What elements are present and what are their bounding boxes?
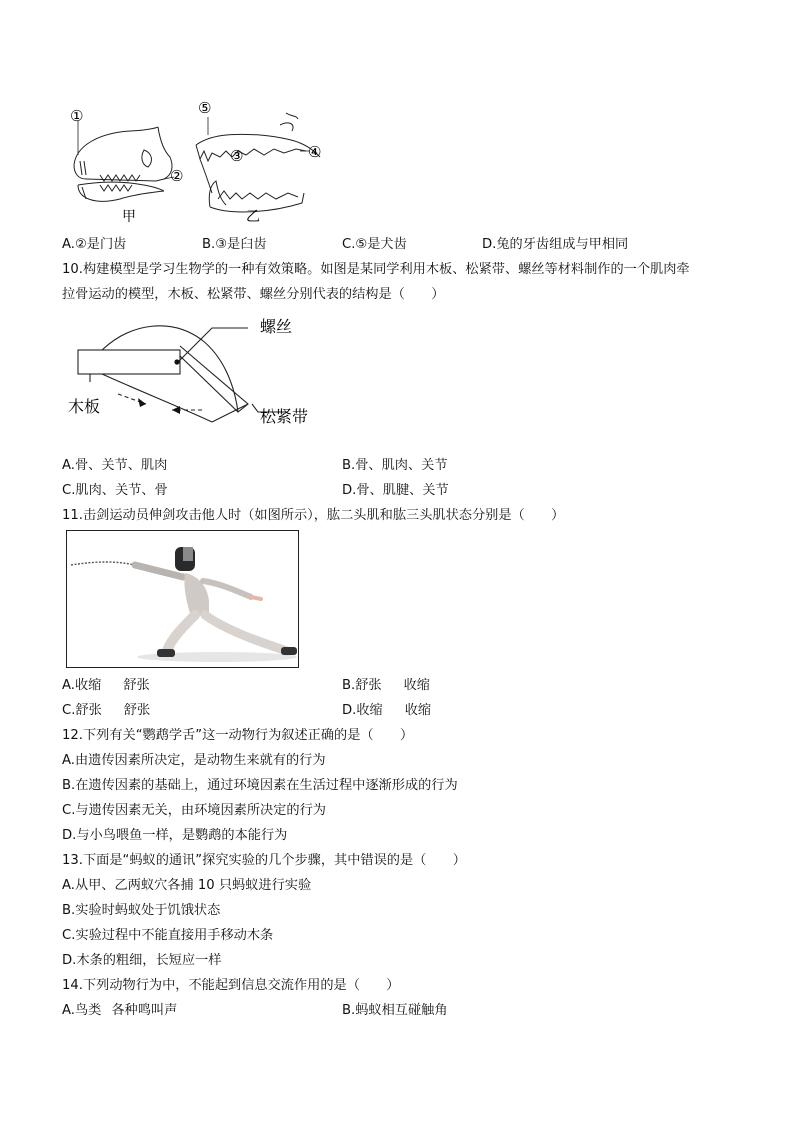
label-yi: 乙	[246, 209, 260, 225]
q10-option-c[interactable]: C.肌肉、关节、骨	[62, 483, 168, 498]
q12-option-d[interactable]: D.与小鸟喂鱼一样，是鹦鹉的本能行为	[62, 828, 288, 843]
label-4: ④	[308, 143, 322, 161]
q12-option-c[interactable]: C.与遗传因素无关，由环境因素所决定的行为	[62, 803, 326, 818]
q9-option-a[interactable]: A.②是门齿	[62, 237, 127, 252]
q9-option-b[interactable]: B.③是臼齿	[202, 237, 267, 252]
q11-stem: 11.击剑运动员伸剑攻击他人时（如图所示），肱二头肌和肱三头肌状态分别是（ ）	[62, 508, 565, 523]
label-1: ①	[70, 107, 84, 125]
q12-stem: 12.下列有关“鹦鹉学舌”这一动物行为叙述正确的是（ ）	[62, 728, 414, 743]
label-2: ②	[170, 167, 184, 185]
fencer-photo	[66, 530, 299, 668]
q9-option-c[interactable]: C.⑤是犬齿	[342, 237, 407, 252]
label-5: ⑤	[198, 99, 212, 117]
q12-option-a[interactable]: A.由遗传因素所决定，是动物生来就有的行为	[62, 753, 326, 768]
q13-option-a[interactable]: A.从甲、乙两蚁穴各捕 10 只蚂蚁进行实验	[62, 878, 312, 893]
q10-stem-line1: 10.构建模型是学习生物学的一种有效策略。如图是某同学利用木板、松紧带、螺丝等材料制作的一个肌肉牵	[62, 262, 690, 277]
q13-stem: 13.下面是“蚂蚁的通讯”探究实验的几个步骤，其中错误的是（ ）	[62, 853, 466, 868]
q13-option-c[interactable]: C.实验过程中不能直接用手移动木条	[62, 928, 274, 943]
q14-stem: 14.下列动物行为中，不能起到信息交流作用的是（ ）	[62, 978, 400, 993]
skull-jia-drawing	[74, 121, 174, 201]
q12-option-b[interactable]: B.在遗传因素的基础上，通过环境因素在生活过程中逐渐形成的行为	[62, 778, 458, 793]
q10-option-b[interactable]: B.骨、肌肉、关节	[342, 458, 448, 473]
label-jia: 甲	[122, 209, 136, 225]
q14-option-b[interactable]: B.蚂蚁相互碰触角	[342, 1003, 448, 1018]
skull-yi-drawing	[196, 113, 320, 212]
label-board: 木板	[68, 397, 101, 416]
q11-option-b[interactable]: B.舒张 收缩	[342, 678, 430, 693]
teeth-figure	[60, 95, 350, 230]
label-band: 松紧带	[260, 407, 309, 426]
q9-option-d[interactable]: D.兔的牙齿组成与甲相同	[482, 237, 629, 252]
screw-dot	[174, 359, 179, 364]
muscle-model-figure	[62, 312, 332, 452]
q13-option-d[interactable]: D.木条的粗细，长短应一样	[62, 953, 222, 968]
q13-option-b[interactable]: B.实验时蚂蚁处于饥饿状态	[62, 903, 221, 918]
label-screw: 螺丝	[260, 317, 293, 336]
q10-option-a[interactable]: A.骨、关节、肌肉	[62, 458, 168, 473]
q14-option-a[interactable]: A.鸟类 各种鸣叫声	[62, 1003, 178, 1018]
q11-option-a[interactable]: A.收缩 舒张	[62, 678, 150, 693]
fencer-illustration	[67, 531, 298, 667]
q11-option-d[interactable]: D.收缩 收缩	[342, 703, 432, 718]
label-3: ③	[230, 147, 244, 165]
q10-option-d[interactable]: D.骨、肌腱、关节	[342, 483, 449, 498]
q11-option-c[interactable]: C.舒张 舒张	[62, 703, 151, 718]
board-rect	[78, 350, 180, 374]
q10-stem-line2: 拉骨运动的模型，木板、松紧带、螺丝分别代表的结构是（ ）	[62, 287, 445, 302]
